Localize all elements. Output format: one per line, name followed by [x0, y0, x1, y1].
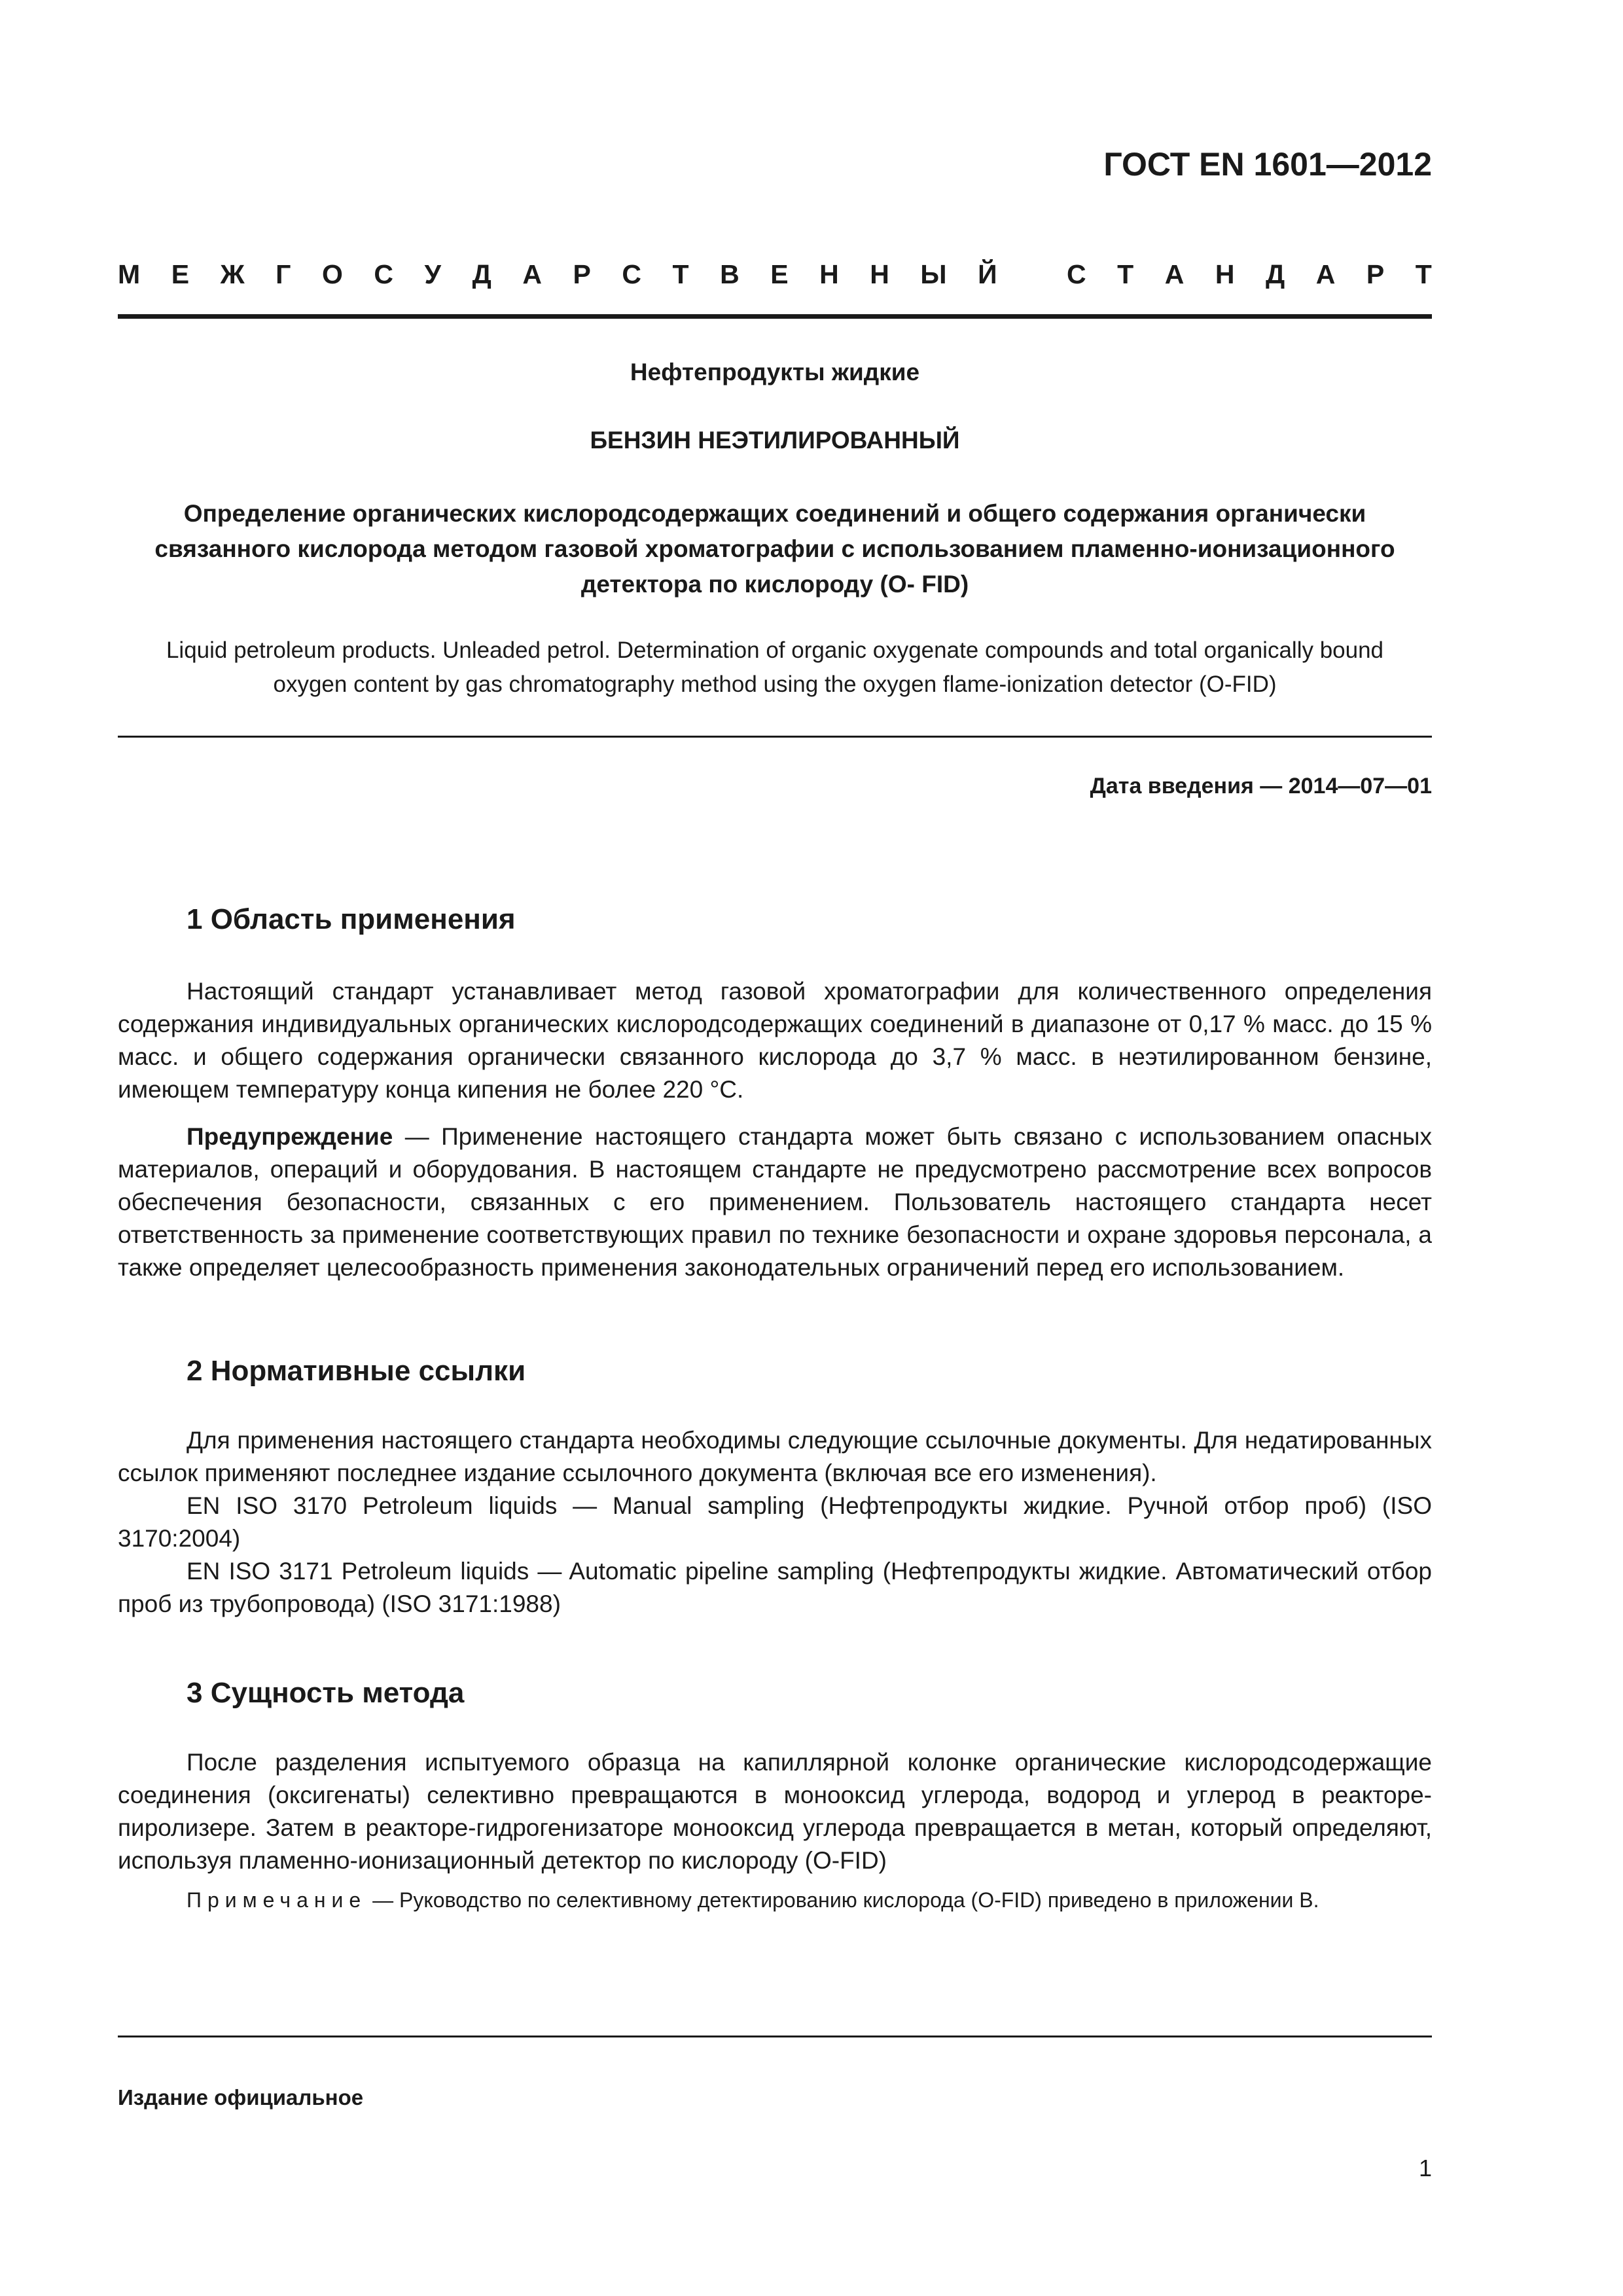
- standard-type-letter: Д: [472, 259, 491, 289]
- section-1-heading: 1 Область применения: [187, 903, 516, 935]
- header-rule: [118, 314, 1432, 319]
- standard-type-letter: С: [1067, 259, 1086, 289]
- section-2-heading: 2 Нормативные ссылки: [187, 1355, 526, 1387]
- standard-type-letter: М: [118, 259, 141, 289]
- standard-type-letter: Т: [1415, 259, 1432, 289]
- note-label: Примечание: [187, 1888, 367, 1912]
- standard-type-letter: У: [424, 259, 442, 289]
- document-number: ГОСТ EN 1601—2012: [1103, 146, 1432, 183]
- standard-type-letter: Ы: [920, 259, 947, 289]
- standard-type-letter: Т: [1117, 259, 1134, 289]
- standard-type-letter: Н: [1215, 259, 1235, 289]
- page-number: 1: [1418, 2155, 1432, 2181]
- standard-type-letter: С: [622, 259, 641, 289]
- standard-type-letter: А: [522, 259, 542, 289]
- standard-type-letter: Р: [573, 259, 591, 289]
- standard-type-letter: Ж: [220, 259, 245, 289]
- warning-label: Предупреждение: [187, 1123, 393, 1150]
- edition-label: Издание официальное: [118, 2085, 364, 2109]
- standard-type-letter: Е: [171, 259, 190, 289]
- standard-type-heading: [118, 259, 1432, 290]
- standard-type-letter: Д: [1266, 259, 1285, 289]
- standard-type-letter: Н: [819, 259, 839, 289]
- standard-type-letter: А: [1315, 259, 1336, 289]
- warning-text: — Применение настоящего стандарта может быть связано с использованием опасных материалов, операций и оборудования. В настоящем стандарте не предусмотрено рассмотрение всех вопросов обеспечения безопасности, связанных с его применением. Пользователь настоящего стандарта несет ответственность за применение соответствующих правил по технике безопасности и охране здоровья персонала, а также определяет целесообразность применения законодательных ограничений перед его использованием.: [118, 1123, 1432, 1281]
- section-1-paragraph: Настоящий стандарт устанавливает метод газовой хроматографии для количественного определения содержания индивидуальных органических кислородсодержащих соединений в диапазоне от 0,17 % масс. до 15 % масс. и общего содержания органически связанного кислорода до 3,7 % масс. в неэтилированном бензине, имеющем температуру конца кипения не более 220 °C.: [118, 978, 1432, 1103]
- title-rule: [118, 736, 1432, 738]
- reference-en-iso-3171: EN ISO 3171 Petroleum liquids — Automatic pipeline sampling (Нефтепродукты жидкие. Автоматический отбор проб из трубопровода) (ISO 3171:1988): [118, 1558, 1432, 1617]
- standard-type-letter: Е: [770, 259, 789, 289]
- title-line-2: БЕНЗИН НЕЭТИЛИРОВАННЫЙ: [590, 427, 960, 454]
- section-1-warning: [118, 1121, 1432, 1284]
- reference-en-iso-3170: EN ISO 3170 Petroleum liquids — Manual sampling (Нефтепродукты жидкие. Ручной отбор проб) (ISO 3170:2004): [118, 1492, 1432, 1552]
- title-line-1: Нефтепродукты жидкие: [630, 359, 920, 386]
- footer-rule: [118, 2036, 1432, 2037]
- standard-type-letter: С: [374, 259, 393, 289]
- title-line-3: Определение органических кислородсодержащих соединений и общего содержания органически связанного кислорода методом газовой хроматографии с использованием пламенно-ионизационного детектора по кислороду (O- FID): [154, 500, 1395, 598]
- section-3-note: [118, 1885, 1432, 1915]
- section-3-paragraph: После разделения испытуемого образца на капиллярной колонке органические кислородсодержащие соединения (оксигенаты) селективно превращаются в монооксид углерода, водород и углерод в реакторе-пиролизере. Затем в реакторе-гидрогенизаторе монооксид углерода превращается в метан, который определяют, используя пламенно-ионизационный детектор по кислороду (O-FID): [118, 1749, 1432, 1874]
- standard-type-letter: Т: [672, 259, 689, 289]
- introduction-date: Дата введения — 2014—07—01: [1090, 774, 1432, 798]
- standard-type-letter: Й: [978, 259, 997, 289]
- standard-type-letter: О: [321, 259, 343, 289]
- standard-type-letter: Г: [276, 259, 291, 289]
- standard-type-letter: Р: [1366, 259, 1385, 289]
- title-english: Liquid petroleum products. Unleaded petrol. Determination of organic oxygenate compounds and total organically bound oxygen content by gas chromatography method using the oxygen flame-ionization detector (O-FID): [166, 637, 1384, 697]
- standard-type-letter: Н: [870, 259, 889, 289]
- standard-type-letter: А: [1164, 259, 1185, 289]
- standard-type-letter: В: [720, 259, 740, 289]
- standard-type-letter: [1028, 259, 1035, 290]
- section-3-heading: 3 Сущность метода: [187, 1677, 465, 1709]
- section-2-paragraph: Для применения настоящего стандарта необходимы следующие ссылочные документы. Для недатированных ссылок применяют последнее издание ссылочного документа (включая все его изменения).: [118, 1427, 1432, 1486]
- note-text: — Руководство по селективному детектированию кислорода (O-FID) приведено в приложении В.: [366, 1888, 1319, 1912]
